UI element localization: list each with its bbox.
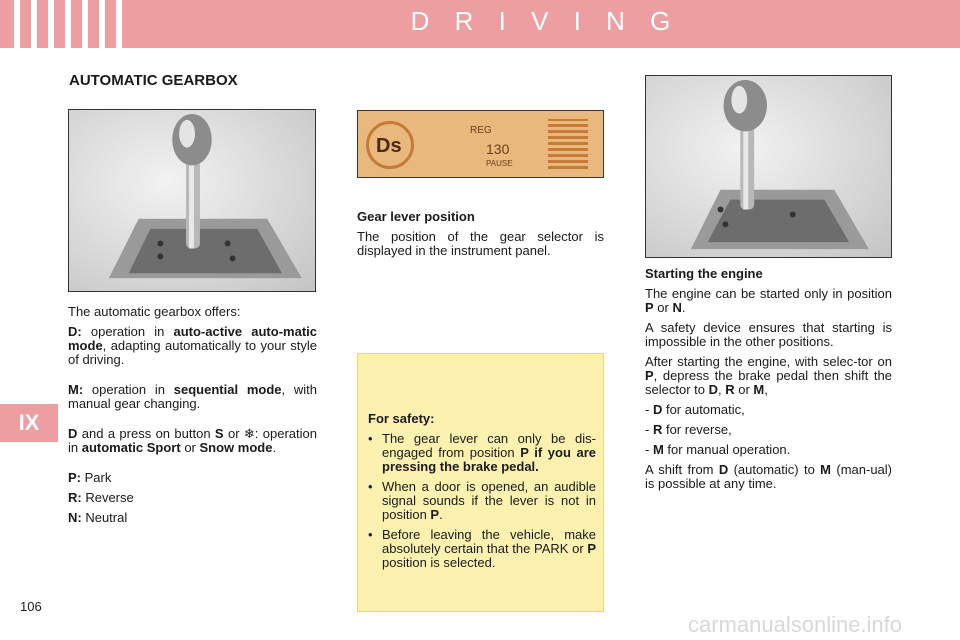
p3-mid: , depress the brake pedal then shift the selector to (645, 368, 892, 397)
list-dash: - (645, 442, 653, 457)
position-neutral-text: Neutral (81, 510, 128, 525)
mode-list-item (645, 423, 892, 437)
list-text: for automatic, (662, 402, 745, 417)
list-text: for reverse, (662, 422, 732, 437)
safety-item-end: . (439, 507, 443, 522)
p3-key-d: D (708, 382, 718, 397)
header-stripe (116, 0, 122, 48)
header-stripe (48, 0, 54, 48)
intro-text: The automatic gearbox offers: (68, 304, 241, 319)
display-gear-indicator: Ds (376, 135, 402, 157)
display-gauge-bars (548, 119, 588, 169)
list-key: R (652, 422, 663, 437)
header-stripe (14, 0, 20, 48)
mode-m-text: operation in (83, 382, 174, 397)
position-neutral (68, 511, 317, 525)
mode-list-item (645, 403, 892, 417)
display-pause-label: PAUSE (486, 159, 513, 168)
sport-mode-emphasis: automatic Sport (81, 440, 181, 455)
mode-ds-end: . (272, 440, 277, 455)
gear-lever-illustration-right (646, 76, 891, 257)
p1-end: . (681, 300, 686, 315)
mode-ds-or: or (223, 426, 244, 441)
chapter-header (0, 0, 960, 48)
instrument-panel-photo (357, 110, 604, 178)
safety-item-text: The gear lever can only be dis-engaged from position (382, 431, 596, 460)
mode-m-text-end: , with manual gear changing. (68, 382, 318, 411)
list-key: D (652, 402, 663, 417)
section-title: AUTOMATIC GEARBOX (69, 72, 238, 89)
safety-item (368, 432, 596, 474)
safety-item-emphasis: P (587, 541, 596, 556)
gear-lever-position-body: The position of the gear selector is displayed in the instrument panel. (357, 229, 604, 258)
mode-ds-text2: : operation in (68, 426, 317, 455)
left-column (68, 305, 317, 531)
p1-key-n: N (672, 300, 682, 315)
position-reverse-text: Reverse (81, 490, 134, 505)
gear-lever-photo-right (645, 75, 892, 258)
p3-comma: , (717, 382, 726, 397)
mode-d-label: D: (68, 324, 82, 339)
safety-item-text: When a door is opened, an audible signal sounds if the lever is not in position (382, 479, 596, 522)
watermark: carmanualsonline.info (688, 612, 903, 637)
position-park-text: Park (81, 470, 112, 485)
safety-heading: For safety: (368, 411, 435, 426)
list-dash: - (645, 402, 653, 417)
snow-mode-emphasis: Snow mode (199, 440, 273, 455)
mode-m-description (68, 383, 317, 411)
p1-key-p: P (645, 300, 654, 315)
starting-engine-p4 (645, 463, 892, 491)
middle-column (357, 210, 604, 264)
mode-d-text: operation in (81, 324, 174, 339)
mode-ds-label: D (68, 426, 78, 441)
header-stripe (82, 0, 88, 48)
list-text: for manual operation. (663, 442, 791, 457)
p3-text: After starting the engine, with selec-tor on (645, 354, 892, 369)
p4-key-d: D (718, 462, 729, 477)
p1-text: The engine can be started only in position (645, 286, 892, 301)
p4-mid: (automatic) to (728, 462, 821, 477)
safety-item (368, 528, 596, 570)
p3-or: or (734, 382, 754, 397)
p3-key-m: M (753, 382, 765, 397)
position-neutral-label: N: (68, 510, 82, 525)
mode-m-emphasis: sequential mode (173, 382, 282, 397)
safety-item-text: Before leaving the vehicle, make absolutely certain that the PARK or (382, 527, 596, 556)
mode-ds-or2: or (180, 440, 200, 455)
p4-end: (man-ual) is possible at any time. (645, 462, 892, 491)
position-park-label: P: (68, 470, 81, 485)
sport-button-key: S (214, 426, 224, 441)
safety-item-emphasis: P (430, 507, 440, 522)
right-column (645, 267, 892, 497)
mode-d-text-end: , adapting automatically to your style of driving. (68, 338, 317, 367)
mode-ds-text: and a press on button (77, 426, 215, 441)
safety-content (368, 412, 596, 576)
safety-item-emphasis: P if you are pressing the brake pedal. (382, 445, 596, 474)
list-key: M (652, 442, 664, 457)
gear-lever-illustration (69, 110, 315, 291)
safety-item (368, 480, 596, 522)
position-reverse (68, 491, 317, 505)
chapter-title: D R I V I N G (410, 6, 680, 36)
position-reverse-label: R: (68, 490, 82, 505)
starting-engine-p1 (645, 287, 892, 315)
p3-key-p: P (645, 368, 654, 383)
mode-d-description (68, 325, 317, 367)
header-stripe (65, 0, 71, 48)
mode-list-item (645, 443, 892, 457)
header-stripe (99, 0, 105, 48)
gear-lever-photo (68, 109, 316, 292)
starting-engine-p2: A safety device ensures that starting is impossible in the other positions. (645, 320, 892, 349)
snowflake-icon: ❄ (243, 426, 255, 441)
list-dash: - (645, 422, 653, 437)
starting-engine-p3 (645, 355, 892, 397)
page-number: 106 (20, 599, 42, 614)
starting-engine-heading: Starting the engine (645, 266, 763, 281)
display-reg-label: REG (470, 125, 492, 136)
safety-item-end: position is selected. (382, 555, 496, 570)
p3-key-r: R (725, 382, 735, 397)
p3-end: , (764, 382, 768, 397)
chapter-tab[interactable]: IX (0, 404, 58, 442)
display-speed: 130 (486, 141, 510, 157)
safety-list (368, 432, 596, 570)
mode-d-emphasis: auto-active auto-matic mode (68, 324, 317, 353)
safety-notice-box (357, 353, 604, 612)
mode-sport-description (68, 427, 317, 455)
p4-text: A shift from (645, 462, 719, 477)
header-stripe (31, 0, 37, 48)
p4-key-m: M (820, 462, 832, 477)
mode-m-label: M: (68, 382, 84, 397)
p1-or: or (653, 300, 673, 315)
position-park (68, 471, 317, 485)
gear-lever-position-heading: Gear lever position (357, 209, 475, 224)
